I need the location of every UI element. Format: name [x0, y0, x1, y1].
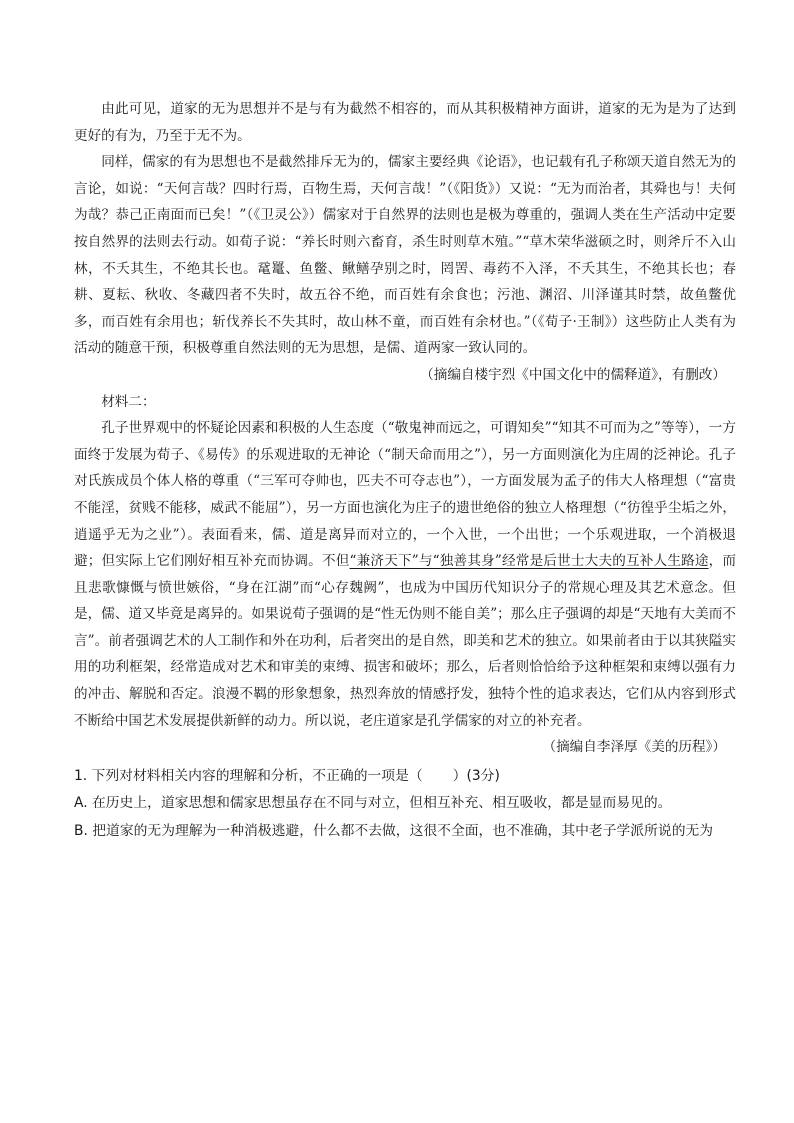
- question-1-stem: [74, 763, 736, 791]
- paragraph-confucian-wuwei: 同样，儒家的有为思想也不是截然排斥无为的，儒家主要经典《论语》，也记载有孔子称颂天道自然无为的言论，如说：“天何言哉？四时行焉，百物生焉，天何言哉！”（《阳货》）又说：“无为而治者，其舜也与！夫何为哉？恭己正南面而已矣！”（《卫灵公》）儒家对于自然界的法则也是极为尊重的，强调人类在生产活动中定要按自然界的法则去行动。如荀子说：“养长时则六畜育，杀生时则草木殖。”“草木荣华滋硕之时，则斧斤不入山林，不夭其生，不绝其长也。鼋鼍、鱼鳖、鳅鳝孕别之时，罔罟、毒药不入泽，不夭其生，不绝其长也；春耕、夏耘、秋收、冬藏四者不失时，故五谷不绝，而百姓有余食也；污池、渊沼、川泽谨其时禁，故鱼鳖优多，而百姓有余用也；斩伐养长不失其时，故山林不童，而百姓有余材也。”（《荀子·王制》）这些防止人类有为活动的随意干预，积极尊重自然法则的无为思想，是儒、道两家一致认同的。: [74, 154, 736, 357]
- material-2-heading: 材料二：: [101, 393, 156, 410]
- paragraph-daoist-conclusion: 由此可见，道家的无为思想并不是与有为截然不相容的，而从其积极精神方面讲，道家的无为是为了达到更好的有为，乃至于无不为。: [74, 101, 736, 144]
- source-citation-1: （摘编自楼宇烈《中国文化中的儒释道》，有删改）: [420, 366, 726, 383]
- underlined-phrase: “兼济天下”与“独善其身”经常是后世士大夫的互补人生路途: [349, 553, 709, 570]
- paragraph-material-2: [74, 415, 736, 734]
- paragraph-part-before: 孔子世界观中的怀疑论因素和积极的人生态度（“敬鬼神而远之，可谓知矣”“知其不可而为之”等等），一方面终于发展为荀子、《易传》的乐观进取的无神论（“制天命而用之”），另一方面则演化为庄周的泛神论。孔子对氏族成员个体人格的尊重（“三军可夺帅也，匹夫不可夺志也”），一方面发展为孟子的伟大人格理想（“富贵不能淫，贫贱不能移，威武不能屈”），另一方面也演化为庄子的遗世绝俗的独立人格理想（“彷徨乎尘垢之外，逍遥乎无为之业”）。表面看来，儒、道是离异而对立的，一个入世，一个出世；一个乐观进取，一个消极退避；但实际上它们刚好相互补充而协调。不但: [74, 420, 736, 570]
- option-a: A. 在历史上，道家思想和儒家思想虽存在不同与对立，但相互补充、相互吸收，都是显而易见的。: [74, 795, 672, 812]
- source-citation-2: （摘编自李泽厚《美的历程》）: [542, 739, 726, 756]
- question-stem-text: 1. 下列对材料相关内容的理解和分析，不正确的一项是（: [74, 767, 423, 784]
- question-score: ）(3分): [452, 767, 500, 784]
- paragraph-part-after: ，而且悲歌慷慨与愤世嫉俗，“身在江湖”而“心存魏阙”，也成为中国历代知识分子的常规心理及其艺术意念。但是，儒、道又毕竟是离异的。如果说荀子强调的是“性无伪则不能自美”；那么庄子强调的却是“天地有大美而不言”。前者强调艺术的人工制作和外在功利，后者突出的是自然，即美和艺术的独立。如果前者由于以其狭隘实用的功利框架，经常造成对艺术和审美的束缚、损害和破坏；那么，后者则恰恰给予这种框架和束缚以强有力的冲击、解脱和否定。浪漫不羁的形象想象，热烈奔放的情感抒发，独特个性的追求表达，它们从内容到形式不断给中国艺术发展提供新鲜的动力。所以说，老庄道家是孔学儒家的对立的补充者。: [74, 553, 737, 729]
- option-b: B. 把道家的无为理解为一种消极逃避，什么都不去做，这很不全面，也不准确，其中老子学派所说的无为: [74, 822, 714, 839]
